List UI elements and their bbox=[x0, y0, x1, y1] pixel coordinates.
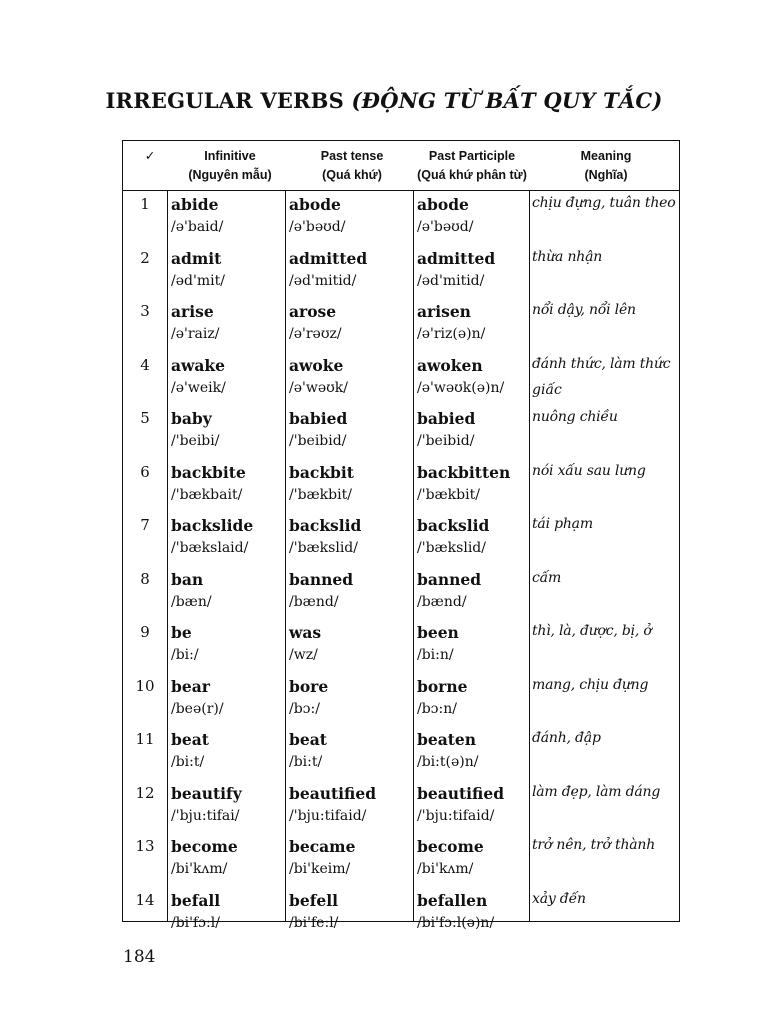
row-number: 1 bbox=[140, 195, 150, 213]
past-tense-ipa: /'bju:tifaid/ bbox=[289, 807, 367, 824]
row-number: 5 bbox=[140, 409, 150, 427]
past-tense: beat bbox=[289, 730, 327, 749]
past-participle: babied bbox=[417, 409, 476, 428]
title-vietnamese: (ĐỘNG TỪ BẤT QUY TẮC) bbox=[351, 88, 663, 113]
past-tense: banned bbox=[289, 569, 354, 589]
infinitive-ipa: /bi:/ bbox=[171, 647, 199, 663]
infinitive-ipa: /bi:t/ bbox=[171, 754, 205, 770]
past-participle: backslid bbox=[417, 516, 490, 535]
row-number: 4 bbox=[140, 355, 150, 374]
past-participle: backbitten bbox=[417, 462, 511, 482]
meaning: nói xấu sau lưng bbox=[532, 462, 646, 479]
table-row bbox=[123, 246, 679, 299]
page-title bbox=[0, 88, 768, 113]
past-participle-ipa: /bi:t(ə)n/ bbox=[417, 754, 479, 770]
past-tense: backbit bbox=[289, 462, 354, 482]
infinitive-ipa: /ə'raiz/ bbox=[171, 326, 220, 342]
past-participle-ipa: /bænd/ bbox=[417, 593, 467, 610]
infinitive-ipa: /ə'weik/ bbox=[171, 379, 226, 396]
page-number: 184 bbox=[123, 947, 156, 967]
past-participle: become bbox=[417, 837, 484, 856]
past-tense: babied bbox=[289, 409, 348, 428]
table-row bbox=[123, 727, 679, 780]
meaning: mang, chịu đựng bbox=[532, 676, 649, 693]
meaning: tái phạm bbox=[532, 516, 593, 532]
past-tense-ipa: /bi'keim/ bbox=[289, 861, 351, 877]
row-number: 11 bbox=[135, 730, 155, 748]
infinitive-ipa: /əd'mit/ bbox=[171, 272, 225, 289]
infinitive: beautify bbox=[171, 783, 242, 803]
past-tense: beautified bbox=[289, 783, 377, 803]
infinitive-ipa: /'bækbait/ bbox=[171, 486, 243, 503]
past-tense-ipa: /'bækbit/ bbox=[289, 486, 352, 503]
past-tense: admitted bbox=[289, 248, 368, 268]
infinitive: backslide bbox=[171, 516, 254, 535]
past-participle-ipa: /'bækslid/ bbox=[417, 540, 486, 556]
infinitive-ipa: /ə'baid/ bbox=[171, 219, 224, 235]
past-tense-ipa: /bi'fe:l/ bbox=[289, 914, 339, 931]
past-participle-ipa: /bi:n/ bbox=[417, 647, 454, 663]
past-participle-ipa: /ə'bəʊd/ bbox=[417, 219, 474, 235]
infinitive: become bbox=[171, 837, 238, 856]
past-tense: befell bbox=[289, 890, 339, 910]
header-number bbox=[143, 147, 157, 166]
row-number: 14 bbox=[135, 890, 155, 909]
infinitive-ipa: /'bju:tifai/ bbox=[171, 807, 240, 824]
infinitive: arise bbox=[171, 302, 214, 321]
past-participle: abode bbox=[417, 195, 469, 214]
table-row bbox=[123, 834, 679, 887]
meaning-continued: giấc bbox=[532, 381, 562, 398]
meaning: nổi dậy, nổi lên bbox=[532, 302, 636, 318]
infinitive: admit bbox=[171, 248, 222, 268]
table-row bbox=[123, 299, 679, 352]
infinitive: backbite bbox=[171, 462, 246, 482]
table-body bbox=[123, 192, 679, 931]
header-past-tense-vn: (Quá khứ) bbox=[322, 168, 382, 182]
meaning: xảy đến bbox=[532, 890, 586, 907]
meaning: đánh, đập bbox=[532, 730, 601, 746]
row-number: 8 bbox=[140, 569, 150, 588]
table-row bbox=[123, 353, 679, 406]
infinitive: be bbox=[171, 623, 192, 642]
header-past-tense-label: Past tense bbox=[320, 149, 384, 163]
table-row bbox=[123, 620, 679, 673]
past-tense-ipa: /bænd/ bbox=[289, 593, 339, 610]
meaning: nuông chiều bbox=[532, 409, 618, 425]
past-participle-ipa: /'bækbit/ bbox=[417, 486, 480, 503]
past-participle: admitted bbox=[417, 248, 496, 268]
row-number: 12 bbox=[135, 783, 155, 802]
infinitive: ban bbox=[171, 569, 204, 589]
header-infinitive-vn: (Nguyên mẫu) bbox=[188, 168, 272, 182]
past-tense-ipa: /'beibid/ bbox=[289, 433, 347, 449]
meaning: đánh thức, làm thức bbox=[532, 355, 671, 372]
infinitive-ipa: /bi'kʌm/ bbox=[171, 861, 228, 877]
header-number-mark: ✓ bbox=[144, 149, 156, 163]
irregular-verbs-table bbox=[122, 140, 680, 931]
table-row bbox=[123, 781, 679, 834]
past-tense-ipa: /ə'rəʊz/ bbox=[289, 326, 342, 342]
past-tense: became bbox=[289, 837, 356, 856]
past-tense: was bbox=[289, 623, 322, 642]
infinitive: beat bbox=[171, 730, 209, 749]
past-participle-ipa: /'bju:tifaid/ bbox=[417, 807, 495, 824]
meaning: trở nên, trở thành bbox=[532, 837, 656, 853]
infinitive-ipa: /bi'fɔ:l/ bbox=[171, 914, 220, 931]
past-participle: befallen bbox=[417, 890, 488, 910]
past-tense: awoke bbox=[289, 355, 344, 375]
past-participle-ipa: /ə'wəʊk(ə)n/ bbox=[417, 379, 505, 396]
row-number: 10 bbox=[135, 676, 155, 695]
past-participle-ipa: /bi'kʌm/ bbox=[417, 861, 474, 877]
header-past-tense bbox=[289, 147, 415, 185]
infinitive-ipa: /'beibi/ bbox=[171, 433, 220, 449]
row-number: 9 bbox=[140, 623, 150, 641]
meaning: thì, là, được, bị, ở bbox=[532, 623, 652, 639]
table-row bbox=[123, 888, 679, 941]
infinitive-ipa: /'bækslaid/ bbox=[171, 540, 249, 556]
past-tense: arose bbox=[289, 302, 337, 321]
header-meaning-label: Meaning bbox=[580, 149, 632, 163]
table-row bbox=[123, 192, 679, 245]
infinitive: awake bbox=[171, 355, 226, 375]
infinitive-ipa: /beə(r)/ bbox=[171, 700, 224, 717]
past-participle-ipa: /ə'riz(ə)n/ bbox=[417, 326, 486, 342]
header-meaning bbox=[533, 147, 679, 185]
header-past-participle bbox=[411, 147, 533, 185]
past-tense: backslid bbox=[289, 516, 362, 535]
past-tense-ipa: /bɔ:/ bbox=[289, 700, 320, 717]
meaning: thừa nhận bbox=[532, 248, 603, 265]
meaning: chịu đựng, tuân theo bbox=[532, 195, 676, 211]
infinitive-ipa: /bæn/ bbox=[171, 593, 212, 610]
past-participle-ipa: /əd'mitid/ bbox=[417, 272, 485, 289]
past-participle: arisen bbox=[417, 302, 471, 321]
row-number: 3 bbox=[140, 302, 150, 320]
header-past-participle-vn: (Quá khứ phân từ) bbox=[417, 168, 527, 182]
past-participle: beautified bbox=[417, 783, 505, 803]
infinitive: befall bbox=[171, 890, 221, 910]
meaning: cấm bbox=[532, 569, 562, 586]
header-past-participle-label: Past Participle bbox=[428, 149, 516, 163]
table-row bbox=[123, 513, 679, 566]
past-tense-ipa: /ə'bəʊd/ bbox=[289, 219, 346, 235]
header-infinitive bbox=[171, 147, 289, 185]
table-row bbox=[123, 567, 679, 620]
past-participle-ipa: /'beibid/ bbox=[417, 433, 475, 449]
past-participle-ipa: /bi'fɔ:l(ə)n/ bbox=[417, 914, 495, 931]
meaning: làm đẹp, làm dáng bbox=[532, 783, 661, 800]
infinitive: bear bbox=[171, 676, 210, 696]
past-participle: borne bbox=[417, 676, 468, 696]
past-tense-ipa: /'bækslid/ bbox=[289, 540, 358, 556]
table-row bbox=[123, 674, 679, 727]
header-meaning-vn: (Nghĩa) bbox=[584, 168, 628, 182]
row-number: 13 bbox=[135, 837, 155, 855]
header-infinitive-label: Infinitive bbox=[204, 149, 256, 163]
past-participle: banned bbox=[417, 569, 482, 589]
infinitive: baby bbox=[171, 409, 212, 428]
past-tense: abode bbox=[289, 195, 341, 214]
past-tense: bore bbox=[289, 676, 329, 696]
past-tense-ipa: /bi:t/ bbox=[289, 754, 323, 770]
past-participle: been bbox=[417, 623, 459, 642]
past-tense-ipa: /əd'mitid/ bbox=[289, 272, 357, 289]
past-tense-ipa: /ə'wəʊk/ bbox=[289, 379, 349, 396]
past-participle-ipa: /bɔ:n/ bbox=[417, 700, 457, 717]
title-main: IRREGULAR VERBS bbox=[105, 88, 352, 113]
row-number: 7 bbox=[140, 516, 150, 534]
past-tense-ipa: /wz/ bbox=[289, 647, 318, 663]
table-header bbox=[123, 141, 679, 191]
past-participle: awoken bbox=[417, 355, 483, 375]
table-row bbox=[123, 406, 679, 459]
past-participle: beaten bbox=[417, 730, 477, 749]
row-number: 2 bbox=[140, 248, 150, 267]
row-number: 6 bbox=[140, 462, 150, 481]
table-row bbox=[123, 460, 679, 513]
infinitive: abide bbox=[171, 195, 219, 214]
